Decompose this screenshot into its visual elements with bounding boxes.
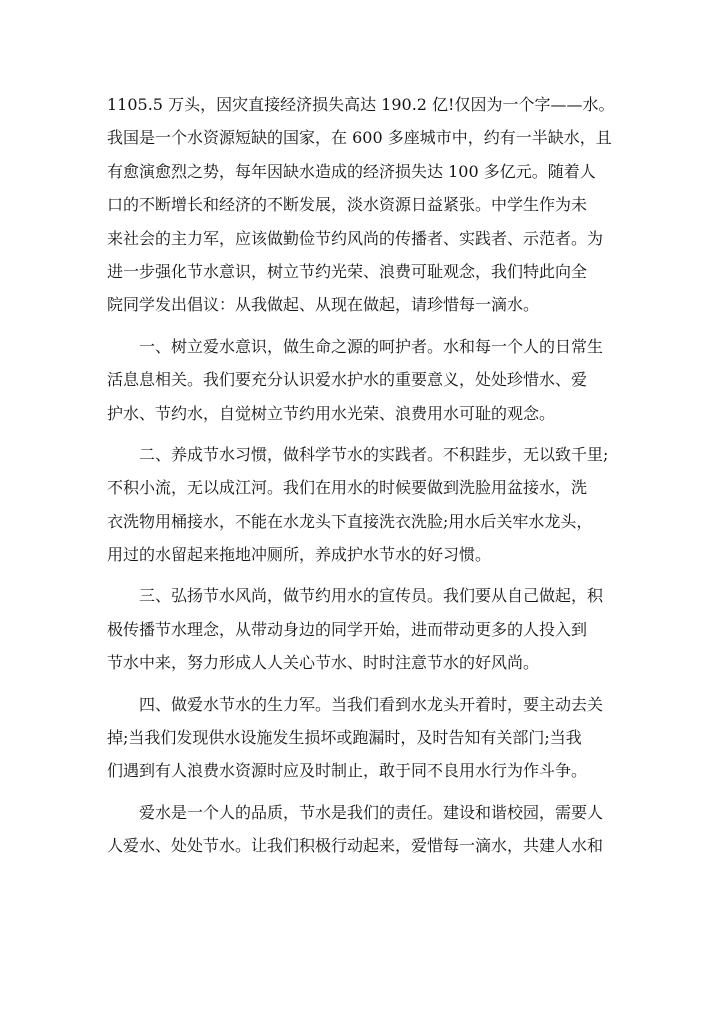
text-line: 口的不断增长和经济的不断发展，淡水资源日益紧张。中学生作为未	[107, 195, 588, 215]
text-line: 们遇到有人浪费水资源时应及时制止，敢于同不良用水行为作斗争。	[107, 761, 588, 781]
paragraph-point-1	[107, 330, 607, 430]
text-line: 人爱水、处处节水。让我们积极行动起来，爱惜每一滴水，共建人水和	[107, 836, 604, 856]
paragraph-point-4	[107, 688, 607, 788]
text-line: 用过的水留起来拖地冲厕所，养成护水节水的好习惯。	[107, 545, 492, 565]
paragraph-spacer	[107, 571, 607, 579]
paragraph-intro	[107, 88, 615, 322]
text-line: 不积小流，无以成江河。我们在用水的时候要做到洗脸用盆接水，洗	[107, 478, 588, 498]
text-line: 衣洗物用桶接水，不能在水龙头下直接洗衣洗脸;用水后关牢水龙头，	[107, 511, 593, 531]
text-line: 四、做爱水节水的生力军。当我们看到水龙头开着时，要主动去关	[139, 694, 604, 714]
text-line: 三、弘扬节水风尚，做节约用水的宣传员。我们要从自己做起，积	[139, 586, 604, 606]
paragraph-spacer	[107, 680, 607, 688]
document-body	[107, 88, 615, 863]
text-line: 有愈演愈烈之势，每年因缺水造成的经济损失达 100 多亿元。随着人	[107, 161, 596, 181]
text-line: 掉;当我们发现供水设施发生损坏或跑漏时，及时告知有关部门;当我	[107, 728, 582, 748]
paragraph-spacer	[107, 788, 607, 796]
text-line: 活息息相关。我们要充分认识爱水护水的重要意义，处处珍惜水、爱	[107, 370, 588, 390]
paragraph-spacer	[107, 322, 607, 330]
paragraph-spacer	[107, 430, 607, 438]
text-line: 爱水是一个人的品质，节水是我们的责任。建设和谐校园，需要人	[139, 802, 604, 822]
text-line: 极传播节水理念，从带动身边的同学开始，进而带动更多的人投入到	[107, 619, 588, 639]
paragraph-point-2	[107, 438, 607, 572]
text-line: 一、树立爱水意识，做生命之源的呵护者。水和每一个人的日常生	[139, 336, 604, 356]
text-line: 1105.5 万头，因灾直接经济损失高达 190.2 亿!仅因为一个字——水。	[107, 95, 615, 114]
text-line: 进一步强化节水意识，树立节约光荣、浪费可耻观念，我们特此向全	[107, 261, 588, 281]
text-line: 二、养成节水习惯，做科学节水的实践者。不积跬步，无以致千里;	[139, 444, 609, 464]
paragraph-point-3	[107, 579, 607, 679]
text-line: 护水、节约水，自觉树立节约用水光荣、浪费用水可耻的观念。	[107, 403, 556, 423]
paragraph-closing	[107, 796, 607, 863]
text-line: 节水中来，努力形成人人关心节水、时时注意节水的好风尚。	[107, 653, 540, 673]
text-line: 院同学发出倡议：从我做起、从现在做起，请珍惜每一滴水。	[107, 295, 540, 315]
text-line: 我国是一个水资源短缺的国家，在 600 多座城市中，约有一半缺水，且	[107, 128, 612, 148]
text-line: 来社会的主力军，应该做勤俭节约风尚的传播者、实践者、示范者。为	[107, 228, 604, 248]
